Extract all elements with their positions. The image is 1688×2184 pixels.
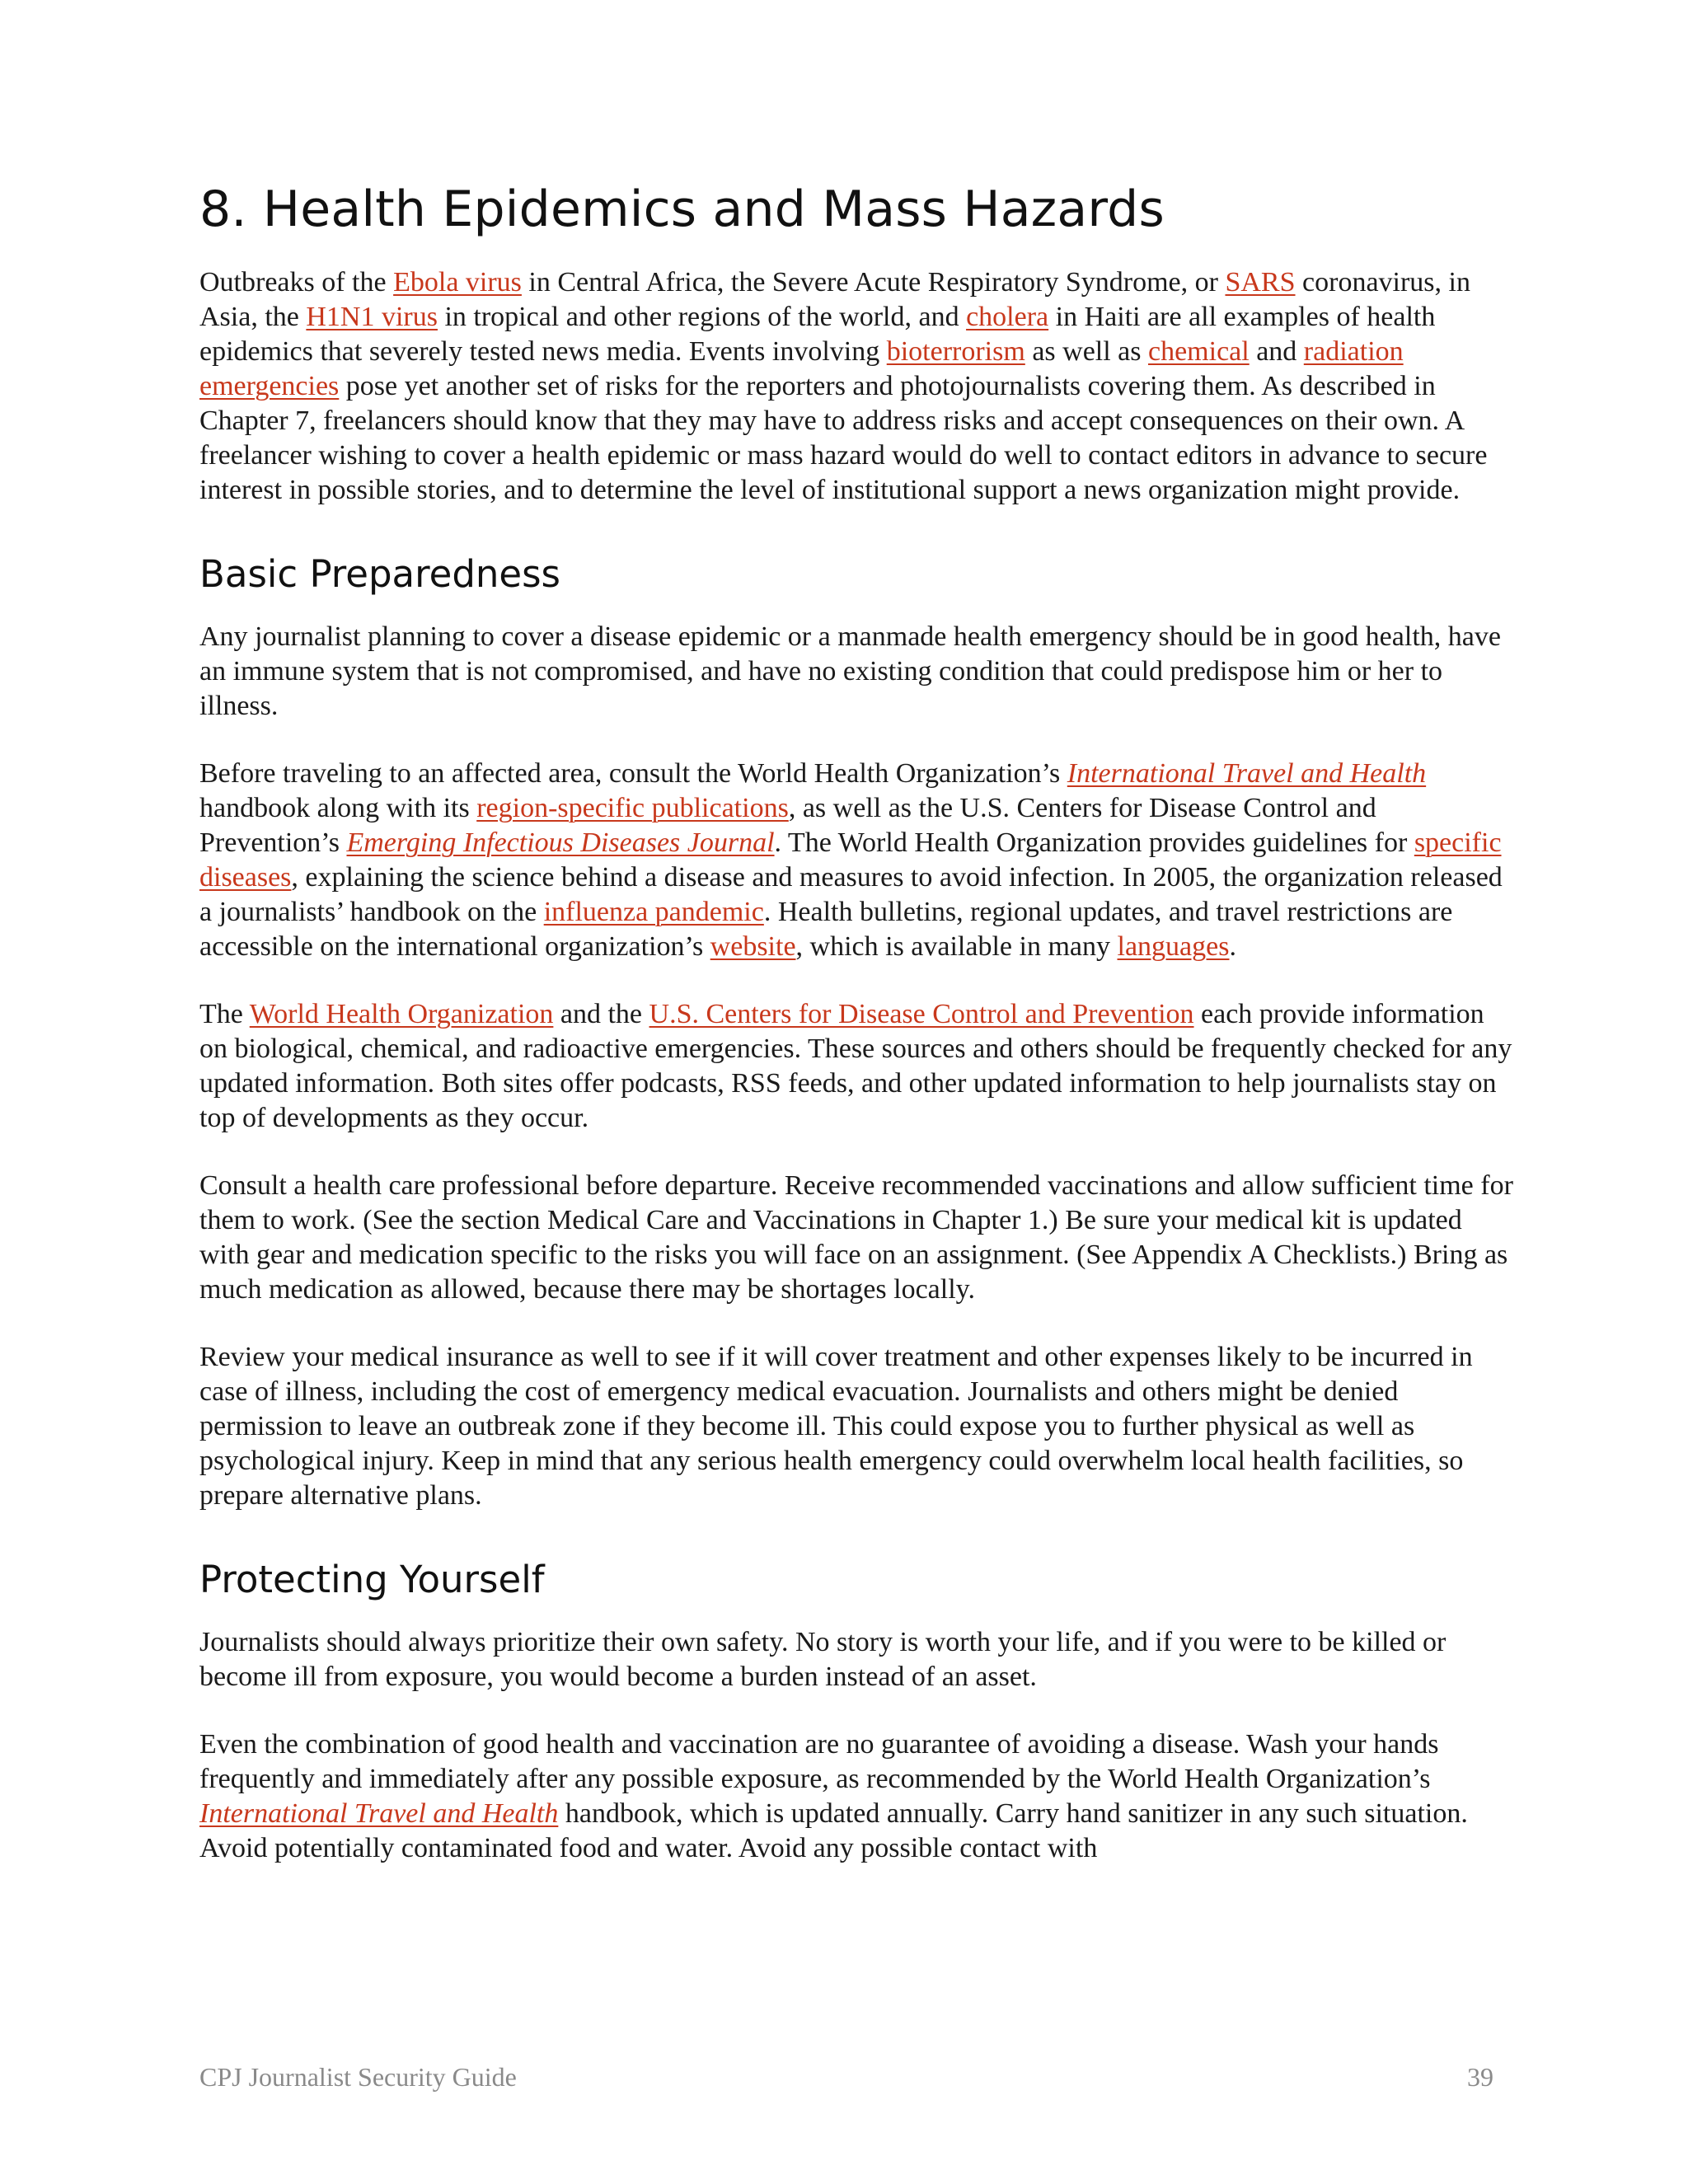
link-h1n1-virus[interactable]: H1N1 virus xyxy=(306,302,438,332)
protect-paragraph-2 xyxy=(199,1727,1518,1866)
basic-paragraph-4: Consult a health care professional before departure. Receive recommended vaccinations and allow sufficient time for them to work. (See the section Medical Care and Vaccinations in Chapter 1.) Be sure your medical kit is updated with gear and medication specific to the risks you will face on an assignment. (See Appendix A Checklists.) Bring as much medication as allowed, because there may be shortages locally. xyxy=(199,1170,1513,1305)
text-run: Outbreaks of the xyxy=(199,267,394,298)
text-run: Even the combination of good health and vaccination are no guarantee of avoiding a disease. Wash your hands frequently and immediately after any possible exposure, as recommended by the World Health Organization’s xyxy=(199,1729,1439,1794)
link-languages[interactable]: languages xyxy=(1117,931,1230,962)
protect-paragraph-1: Journalists should always prioritize their own safety. No story is worth your life, and if you were to be killed or become ill from exposure, you would become a burden instead of an asset. xyxy=(199,1627,1447,1692)
link-radiation-emergencies[interactable]: radiation emergencies xyxy=(199,336,1404,401)
text-run: . Health bulletins, regional updates, and travel restrictions are accessible on the international organization’s xyxy=(199,897,1453,962)
page-title: 8. Health Epidemics and Mass Hazards xyxy=(199,180,1165,238)
section-protecting-yourself xyxy=(199,1558,1518,1866)
basic-paragraph-2 xyxy=(199,757,1518,964)
text-run: and the xyxy=(553,999,649,1029)
link-us-cdc[interactable]: U.S. Centers for Disease Control and Prevention xyxy=(649,999,1194,1029)
text-run: . The World Health Organization provides guidelines for xyxy=(774,827,1414,858)
link-international-travel-and-health[interactable]: International Travel and Health xyxy=(1067,758,1427,789)
text-run: , as well as the U.S. Centers for Disease Control and Prevention’s xyxy=(199,793,1376,858)
text-run: and xyxy=(1249,336,1304,367)
page-number: 39 xyxy=(1467,2062,1493,2092)
basic-paragraph-5: Review your medical insurance as well to see if it will cover treatment and other expenses likely to be incurred in case of illness, including the cost of emergency medical evacuation. Journalists and others might be denied permission to leave an outbreak zone if they become ill. This could expose you to further physical as well as psychological injury. Keep in mind that any serious health emergency could overwhelm local health facilities, so prepare alternative plans. xyxy=(199,1342,1473,1511)
link-emerging-infectious-diseases-journal[interactable]: Emerging Infectious Diseases Journal xyxy=(346,827,775,858)
basic-paragraph-1: Any journalist planning to cover a disease epidemic or a manmade health emergency should be in good health, have an immune system that is not compromised, and have no existing condition that could predispose him or her to illness. xyxy=(199,621,1501,721)
text-run: in tropical and other regions of the world, and xyxy=(437,302,967,332)
section-heading-basic-preparedness: Basic Preparedness xyxy=(199,552,560,596)
text-run: , which is available in many xyxy=(795,931,1118,962)
section-basic-preparedness xyxy=(199,552,1518,1513)
text-run: handbook, which is updated annually. Carry hand sanitizer in any such situation. Avoid potentially contaminated food and water. Avoid any possible contact with xyxy=(199,1798,1468,1863)
link-specific-diseases[interactable]: specific diseases xyxy=(199,827,1502,893)
text-run: in Haiti are all examples of health epidemics that severely tested news media. Events involving xyxy=(199,302,1436,367)
link-region-specific-publications[interactable]: region-specific publications xyxy=(476,793,789,823)
text-run: , explaining the science behind a disease and measures to avoid infection. In 2005, the organization released a journalists’ handbook on the xyxy=(199,862,1503,927)
footer-guide-title: CPJ Journalist Security Guide xyxy=(199,2062,517,2092)
section-heading-protecting-yourself: Protecting Yourself xyxy=(199,1558,545,1601)
text-run: coronavirus, in Asia, the xyxy=(199,267,1470,332)
page-content xyxy=(199,180,1518,1910)
text-run: in Central Africa, the Severe Acute Respiratory Syndrome, or xyxy=(521,267,1226,298)
link-world-health-organization[interactable]: World Health Organization xyxy=(249,999,554,1029)
text-run: handbook along with its xyxy=(199,793,477,823)
intro-paragraph xyxy=(199,265,1518,508)
text-run: as well as xyxy=(1025,336,1148,367)
link-influenza-pandemic[interactable]: influenza pandemic xyxy=(543,897,764,927)
text-run: Before traveling to an affected area, consult the World Health Organization’s xyxy=(199,758,1067,789)
text-run: each provide information on biological, chemical, and radioactive emergencies. These sources and others should be frequently checked for any updated information. Both sites offer podcasts, RSS feeds, and other updated information to help journalists stay on top of developments as they occur. xyxy=(199,999,1512,1133)
link-website[interactable]: website xyxy=(710,931,796,962)
page-footer xyxy=(199,2062,1493,2093)
link-chemical[interactable]: chemical xyxy=(1148,336,1250,367)
text-run: The xyxy=(199,999,250,1029)
text-run: pose yet another set of risks for the reporters and photojournalists covering them. As described in Chapter 7, freelancers should know that they may have to address risks and accept consequences on their own. A freelancer wishing to cover a health epidemic or mass hazard would do well to contact editors in advance to secure interest in possible stories, and to determine the level of institutional support a news organization might provide. xyxy=(199,371,1488,505)
text-run: . xyxy=(1229,931,1236,962)
link-sars[interactable]: SARS xyxy=(1225,267,1296,298)
link-ebola-virus[interactable]: Ebola virus xyxy=(393,267,522,298)
basic-paragraph-3 xyxy=(199,997,1518,1136)
link-cholera[interactable]: cholera xyxy=(966,302,1049,332)
link-international-travel-and-health-2[interactable]: International Travel and Health xyxy=(199,1798,559,1829)
link-bioterrorism[interactable]: bioterrorism xyxy=(886,336,1025,367)
